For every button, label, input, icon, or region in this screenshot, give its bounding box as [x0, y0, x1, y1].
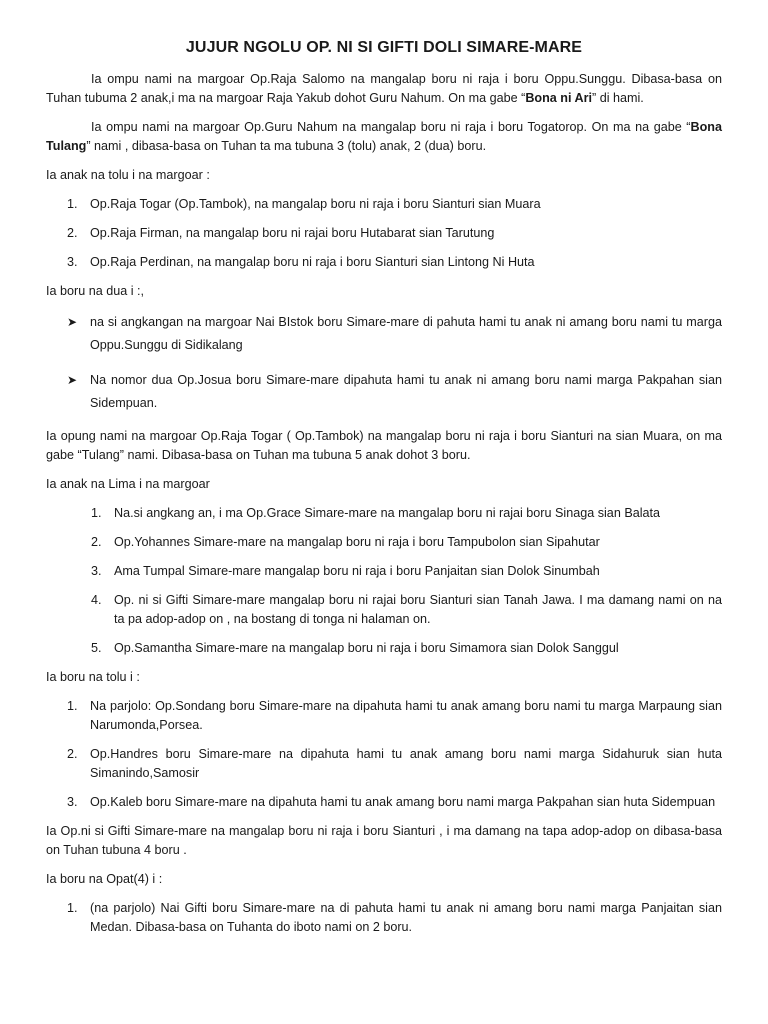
paragraph-text: ” di hami.: [592, 91, 644, 105]
list-item: [46, 591, 722, 629]
bold-term: Bona Tulang: [46, 120, 722, 153]
list-item: [46, 195, 722, 214]
paragraph-three-daughters-heading: Ia boru na tolu i :: [46, 670, 140, 684]
sons-list: [46, 195, 722, 272]
list-item-text: Op. ni si Gifti Simare-mare mangalap boru ni rajai boru Sianturi sian Tanah Jawa. I ma damang nami on na ta pa adop-adop on , na bostang di tonga ni halaman on.: [114, 593, 722, 626]
paragraph-intro-2: [46, 118, 722, 156]
paragraph-sons-heading: Ia anak na tolu i na margoar :: [46, 168, 210, 182]
list-item: [46, 533, 722, 552]
list-item-text: na si angkangan na margoar Nai BIstok boru Simare-mare di pahuta hami tu anak ni amang boru nami tu marga Oppu.Sunggu di Sidikalang: [90, 315, 722, 352]
list-number: 1.: [91, 506, 102, 520]
list-number: 1.: [67, 901, 78, 915]
list-item: [46, 793, 722, 812]
paragraph-intro-1: [46, 70, 722, 108]
arrow-bullet-icon: ➤: [67, 373, 78, 387]
list-item: [46, 697, 722, 735]
list-item: [46, 311, 722, 357]
list-item-text: Op.Raja Firman, na mangalap boru ni rajai boru Hutabarat sian Tarutung: [90, 226, 495, 240]
list-item-text: Na.si angkang an, i ma Op.Grace Simare-mare na mangalap boru ni rajai boru Sinaga sian Balata: [114, 506, 661, 520]
list-item-text: Op.Raja Togar (Op.Tambok), na mangalap boru ni raja i boru Sianturi sian Muara: [90, 197, 541, 211]
paragraph-daughters-heading: Ia boru na dua i :,: [46, 284, 145, 298]
paragraph-text: Ia ompu nami na margoar Op.Guru Nahum na mangalap boru ni raja i boru Togatorop. On ma na gabe “: [91, 120, 691, 134]
list-item-text: Op.Handres boru Simare-mare na dipahuta hami tu anak amang boru nami marga Sidahuruk sian huta Simanindo,Samosir: [90, 747, 722, 780]
list-number: 2.: [67, 747, 78, 761]
list-item-text: Na nomor dua Op.Josua boru Simare-mare dipahuta hami tu anak ni amang boru nami marga Pakpahan sian Sidempuan.: [90, 373, 722, 410]
paragraph-op-raja-togar: Ia opung nami na margoar Op.Raja Togar ( Op.Tambok) na mangalap boru ni raja i boru Sianturi na sian Muara, on ma gabe “Tulang” nami. Dibasa-basa on Tuhan ma tubuna 5 anak dohot 3 boru.: [46, 429, 722, 462]
list-item-text: (na parjolo) Nai Gifti boru Simare-mare na di pahuta hami tu anak ni amang boru nami marga Panjaitan sian Medan. Dibasa-basa on Tuhanta do iboto nami on 2 boru.: [90, 901, 722, 934]
list-number: 5.: [91, 641, 102, 655]
list-item-text: Ama Tumpal Simare-mare mangalap boru ni raja i boru Panjaitan sian Dolok Sinumbah: [114, 564, 600, 578]
list-number: 3.: [91, 564, 102, 578]
paragraph-five-sons-heading: Ia anak na Lima i na margoar: [46, 477, 210, 491]
list-item-text: Op.Kaleb boru Simare-mare na dipahuta hami tu anak amang boru nami marga Pakpahan sian huta Sidempuan: [90, 795, 716, 809]
three-daughters-list: [46, 697, 722, 812]
list-number: 1.: [67, 197, 78, 211]
daughters-list: [46, 311, 722, 415]
paragraph-text: Ia ompu nami na margoar Op.Raja Salomo na mangalap boru ni raja i boru Oppu.Sunggu. Dibasa-basa on Tuhan tubuma 2 anak,i ma na margoar Raja Yakub dohot Guru Nahum. On ma gabe “: [46, 72, 722, 105]
list-number: 3.: [67, 255, 78, 269]
document-title: JUJUR NGOLU OP. NI SI GIFTI DOLI SIMARE-MARE: [185, 39, 583, 56]
list-number: 2.: [91, 535, 102, 549]
list-item-text: Op.Yohannes Simare-mare na mangalap boru ni raja i boru Tampubolon sian Sipahutar: [114, 535, 600, 549]
list-item-text: Na parjolo: Op.Sondang boru Simare-mare na dipahuta hami tu anak amang boru nami tu marga Marpaung sian Narumonda,Porsea.: [90, 699, 722, 732]
list-item: [46, 504, 722, 523]
paragraph-four-daughters-heading: Ia boru na Opat(4) i :: [46, 872, 163, 886]
bold-term: Bona ni Ari: [525, 91, 593, 105]
list-number: 4.: [91, 593, 102, 607]
list-number: 1.: [67, 699, 78, 713]
list-item: [46, 253, 722, 272]
list-number: 2.: [67, 226, 78, 240]
five-sons-list: [46, 504, 722, 658]
paragraph-text: ” nami , dibasa-basa on Tuhan ta ma tubuna 3 (tolu) anak, 2 (dua) boru.: [86, 139, 487, 153]
list-item: [46, 224, 722, 243]
list-number: 3.: [67, 795, 78, 809]
list-item-text: Op.Samantha Simare-mare na mangalap boru ni raja i boru Simamora sian Dolok Sanggul: [114, 641, 619, 655]
paragraph-op-gifti: Ia Op.ni si Gifti Simare-mare na mangalap boru ni raja i boru Sianturi , i ma damang na tapa adop-adop on dibasa-basa on Tuhan tubuna 4 boru .: [46, 824, 722, 857]
list-item: [46, 369, 722, 415]
list-item: [46, 745, 722, 783]
list-item: [46, 899, 722, 937]
four-daughters-list: [46, 899, 722, 937]
list-item: [46, 562, 722, 581]
arrow-bullet-icon: ➤: [67, 315, 78, 329]
list-item: [46, 639, 722, 658]
list-item-text: Op.Raja Perdinan, na mangalap boru ni raja i boru Sianturi sian Lintong Ni Huta: [90, 255, 535, 269]
